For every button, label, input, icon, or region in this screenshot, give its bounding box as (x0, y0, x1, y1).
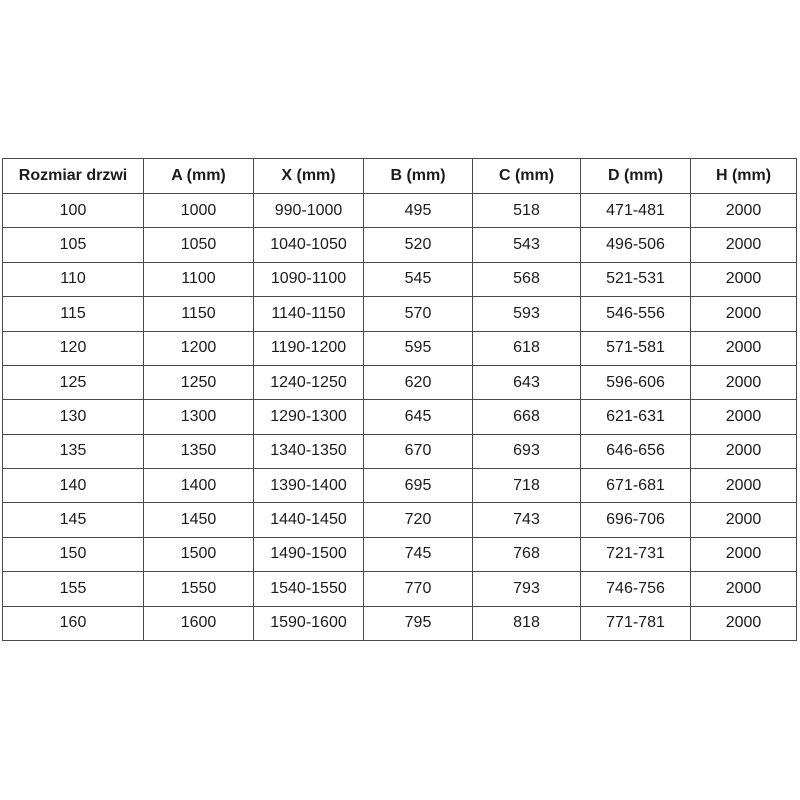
table-cell: 721-731 (581, 537, 691, 571)
table-cell: 571-581 (581, 331, 691, 365)
table-cell: 150 (3, 537, 144, 571)
table-cell: 495 (364, 194, 473, 228)
table-cell: 593 (473, 297, 581, 331)
table-cell: 1040-1050 (254, 228, 364, 262)
table-cell: 2000 (691, 606, 797, 641)
door-size-spec-table (2, 158, 797, 641)
table-cell: 668 (473, 400, 581, 434)
table-cell: 2000 (691, 194, 797, 228)
table-cell: 595 (364, 331, 473, 365)
table-header-row (3, 159, 797, 194)
table-cell: 743 (473, 503, 581, 537)
table-cell: 718 (473, 469, 581, 503)
table-cell: 793 (473, 572, 581, 606)
table-cell: 120 (3, 331, 144, 365)
column-header: Rozmiar drzwi (3, 159, 144, 194)
table-cell: 596-606 (581, 365, 691, 399)
table-cell: 1190-1200 (254, 331, 364, 365)
table-cell: 518 (473, 194, 581, 228)
table-cell: 720 (364, 503, 473, 537)
table-cell: 1140-1150 (254, 297, 364, 331)
table-cell: 795 (364, 606, 473, 641)
column-header: C (mm) (473, 159, 581, 194)
table-cell: 115 (3, 297, 144, 331)
table-cell: 646-656 (581, 434, 691, 468)
table-cell: 671-681 (581, 469, 691, 503)
table-cell: 570 (364, 297, 473, 331)
table-body (3, 194, 797, 641)
table-cell: 1250 (144, 365, 254, 399)
table-cell: 1490-1500 (254, 537, 364, 571)
table-cell: 818 (473, 606, 581, 641)
table-cell: 471-481 (581, 194, 691, 228)
table-cell: 2000 (691, 400, 797, 434)
column-header: H (mm) (691, 159, 797, 194)
table-cell: 2000 (691, 228, 797, 262)
table-row (3, 606, 797, 641)
table-row (3, 434, 797, 468)
table-cell: 1590-1600 (254, 606, 364, 641)
table-cell: 1300 (144, 400, 254, 434)
table-cell: 1000 (144, 194, 254, 228)
table-cell: 695 (364, 469, 473, 503)
table-cell: 521-531 (581, 262, 691, 296)
table-row (3, 469, 797, 503)
table-cell: 1450 (144, 503, 254, 537)
table-row (3, 228, 797, 262)
table-cell: 990-1000 (254, 194, 364, 228)
table-cell: 545 (364, 262, 473, 296)
table-cell: 546-556 (581, 297, 691, 331)
table-cell: 496-506 (581, 228, 691, 262)
column-header: B (mm) (364, 159, 473, 194)
table-cell: 620 (364, 365, 473, 399)
table-cell: 1540-1550 (254, 572, 364, 606)
table-cell: 100 (3, 194, 144, 228)
table-cell: 770 (364, 572, 473, 606)
table-cell: 1390-1400 (254, 469, 364, 503)
table-cell: 1100 (144, 262, 254, 296)
table-cell: 2000 (691, 365, 797, 399)
table-cell: 1400 (144, 469, 254, 503)
table-cell: 768 (473, 537, 581, 571)
table-cell: 1500 (144, 537, 254, 571)
table-cell: 643 (473, 365, 581, 399)
table-cell: 1600 (144, 606, 254, 641)
table-cell: 140 (3, 469, 144, 503)
table-row (3, 194, 797, 228)
column-header: D (mm) (581, 159, 691, 194)
table-row (3, 331, 797, 365)
table-cell: 2000 (691, 434, 797, 468)
table-cell: 670 (364, 434, 473, 468)
table-cell: 1150 (144, 297, 254, 331)
table-cell: 1050 (144, 228, 254, 262)
table-row (3, 400, 797, 434)
table-cell: 145 (3, 503, 144, 537)
table-cell: 693 (473, 434, 581, 468)
table-cell: 745 (364, 537, 473, 571)
table-cell: 130 (3, 400, 144, 434)
table-cell: 1200 (144, 331, 254, 365)
table-row (3, 262, 797, 296)
table-cell: 110 (3, 262, 144, 296)
table-cell: 618 (473, 331, 581, 365)
table-cell: 746-756 (581, 572, 691, 606)
table-header (3, 159, 797, 194)
table-row (3, 572, 797, 606)
table-cell: 2000 (691, 297, 797, 331)
table-cell: 105 (3, 228, 144, 262)
table-cell: 621-631 (581, 400, 691, 434)
table-cell: 1340-1350 (254, 434, 364, 468)
table-row (3, 365, 797, 399)
column-header: X (mm) (254, 159, 364, 194)
table-cell: 2000 (691, 572, 797, 606)
table-cell: 771-781 (581, 606, 691, 641)
column-header: A (mm) (144, 159, 254, 194)
table-cell: 2000 (691, 537, 797, 571)
table-cell: 645 (364, 400, 473, 434)
table-cell: 2000 (691, 262, 797, 296)
table-cell: 135 (3, 434, 144, 468)
table-cell: 568 (473, 262, 581, 296)
table-cell: 696-706 (581, 503, 691, 537)
table-cell: 1550 (144, 572, 254, 606)
table-cell: 1240-1250 (254, 365, 364, 399)
table-cell: 160 (3, 606, 144, 641)
table-cell: 543 (473, 228, 581, 262)
table-cell: 1290-1300 (254, 400, 364, 434)
table-cell: 155 (3, 572, 144, 606)
table-cell: 1090-1100 (254, 262, 364, 296)
table-cell: 520 (364, 228, 473, 262)
table-cell: 125 (3, 365, 144, 399)
table-cell: 1350 (144, 434, 254, 468)
table-cell: 2000 (691, 331, 797, 365)
table-row (3, 537, 797, 571)
table-row (3, 503, 797, 537)
table-cell: 1440-1450 (254, 503, 364, 537)
table-cell: 2000 (691, 503, 797, 537)
table-cell: 2000 (691, 469, 797, 503)
table-row (3, 297, 797, 331)
